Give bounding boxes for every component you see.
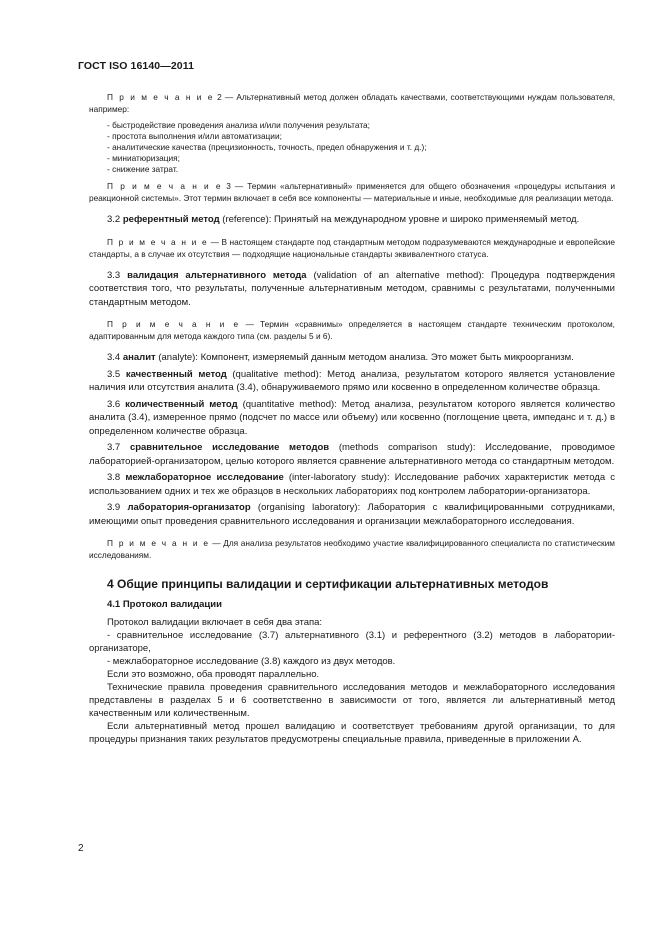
paragraph: - сравнительное исследование (3.7) альтернативного (3.1) и референтного (3.2) методов в лаборатории-организаторе, <box>89 630 615 654</box>
note-label: П р и м е ч а н и е <box>107 181 223 191</box>
def-term: качественный метод <box>125 368 227 380</box>
paragraph: Если альтернативный метод прошел валидацию и соответствует требованиям другой организации, то для процедуры признания таких результатов предусмотрены специальные правила, приведенные в приложении А. <box>89 721 615 745</box>
section-4-1-title: 4.1 Протокол валидации <box>107 599 222 610</box>
def-term: валидация альтернативного метода <box>127 269 307 281</box>
note-3 <box>89 180 615 204</box>
paragraph: Технические правила проведения сравнительного исследования методов и межлабораторного исследования представлены в разделах 5 и 6 соответственно в зависимости от того, является ли альтернативный метод качественным или количественным. <box>89 682 615 719</box>
definition-3-8 <box>89 471 615 498</box>
def-number: 3.9 <box>107 502 121 513</box>
note-label: П р и м е ч а н и е <box>107 236 209 247</box>
section-4-title: 4 Общие принципы валидации и сертификации альтернативных методов <box>107 577 549 591</box>
note-text: 2 — Альтернативный метод должен обладать качествами, соответствующими нуждам пользователя, например: <box>89 92 615 114</box>
document-header: ГОСТ ISO 16140—2011 <box>78 60 195 72</box>
note-3-2 <box>89 236 615 260</box>
definition-3-9 <box>89 501 615 528</box>
def-text: (qualitative method): Метод анализа, результатом которого является установление наличия или отсутствия аналита (3.4), обнаруживаемого прямо или косвенно в определенном количестве образца. <box>89 368 616 393</box>
definition-3-7 <box>89 441 615 468</box>
note-text: 3 — Термин «альтернативный» применяется для общего обозначения «процедуры испытания и реакционной системы». Этот термин включает в себя все компоненты — материальные и иные, необходимые для реализации метода. <box>89 181 615 203</box>
note-text: — Термин «сравнимы» определяется в настоящем стандарте техническим протоколом, адаптированным для метода каждого типа (см. разделы 5 и 6). <box>89 319 615 341</box>
def-text: (validation of an alternative method): Процедура подтверждения соответствия того, что результаты, полученные альтернативным методом, сравнимы с результатами, полученными стандартным методом. <box>89 269 615 308</box>
def-text: (inter-laboratory study): Исследование рабочих характеристик метода с использованием одних и тех же образцов в нескольких лабораториях под контролем лаборатории-организатора. <box>89 472 616 497</box>
note-2 <box>89 91 615 115</box>
def-term: референтный метод <box>122 214 220 225</box>
note-label: П р и м е ч а н и е <box>107 538 210 548</box>
list-item: - простота выполнения и/или автоматизации; <box>107 131 282 141</box>
def-text: (analyte): Компонент, измеряемый данным методом анализа. Это может быть микроорганизм. <box>155 352 574 363</box>
list-item: - быстродействие проведения анализа и/или получения результата; <box>107 120 370 130</box>
def-term: межлабораторное исследование <box>125 472 284 483</box>
note-3-9 <box>89 537 615 561</box>
paragraph: - межлабораторное исследование (3.8) каждого из двух методов. <box>107 656 396 667</box>
def-text: (reference): Принятый на международном уровне и широко применяемый метод. <box>219 214 580 225</box>
definition-3-3 <box>89 269 615 310</box>
page-number: 2 <box>78 843 84 854</box>
def-term: аналит <box>122 352 156 363</box>
def-number: 3.6 <box>107 398 121 410</box>
note-2-list <box>89 120 615 175</box>
def-number: 3.3 <box>107 269 121 281</box>
def-text: (organising laboratory): Лаборатория с квалифицированными сотрудниками, имеющими опыт проведения сравнительного исследования и организации межлабораторного исследования. <box>89 502 615 527</box>
def-number: 3.4 <box>107 352 121 363</box>
def-number: 3.5 <box>107 368 121 380</box>
definition-3-5 <box>89 368 615 395</box>
list-item: - аналитические качества (прецизионность, точность, предел обнаружения и т. д.); <box>107 142 427 152</box>
document-body <box>89 91 615 746</box>
note-label: П р и м е ч а н и е <box>107 319 240 329</box>
list-item: - снижение затрат. <box>107 164 179 174</box>
definition-3-2 <box>89 213 615 227</box>
definition-3-6 <box>89 398 615 439</box>
note-text: — Для анализа результатов необходимо участие квалифицированного специалиста по статистическим исследованиям. <box>89 538 615 560</box>
def-term: количественный метод <box>125 398 238 410</box>
def-number: 3.2 <box>107 214 121 225</box>
note-3-3 <box>89 318 615 342</box>
paragraph: Если это возможно, оба проводят параллельно. <box>107 669 320 680</box>
def-number: 3.7 <box>107 442 121 453</box>
paragraph: Протокол валидации включает в себя два этапа: <box>107 617 323 628</box>
list-item: - миниатюризация; <box>107 153 180 163</box>
note-text: — В настоящем стандарте под стандартным методом подразумеваются международные и европейские стандарты, а в случае их отсутствия — подходящие национальные стандарты эквивалентного статуса. <box>89 236 615 259</box>
def-term: сравнительное исследование методов <box>129 442 330 453</box>
def-number: 3.8 <box>107 472 121 483</box>
def-text: (methods comparison study): Исследование, проводимое лабораторией-организатором, целью которого является сравнение альтернативного метода со стандартным методом. <box>89 442 616 467</box>
def-text: (quantitative method): Метод анализа, результатом которого является количество аналита (3.4), измеренное прямо (подсчет по массе или объему) или косвенно (поглощение цвета, импеданс и т. д.) в определенном количестве образца. <box>89 398 616 437</box>
note-label: П р и м е ч а н и е <box>107 92 215 102</box>
definition-3-4 <box>89 351 615 365</box>
def-term: лаборатория-организатор <box>127 502 251 513</box>
